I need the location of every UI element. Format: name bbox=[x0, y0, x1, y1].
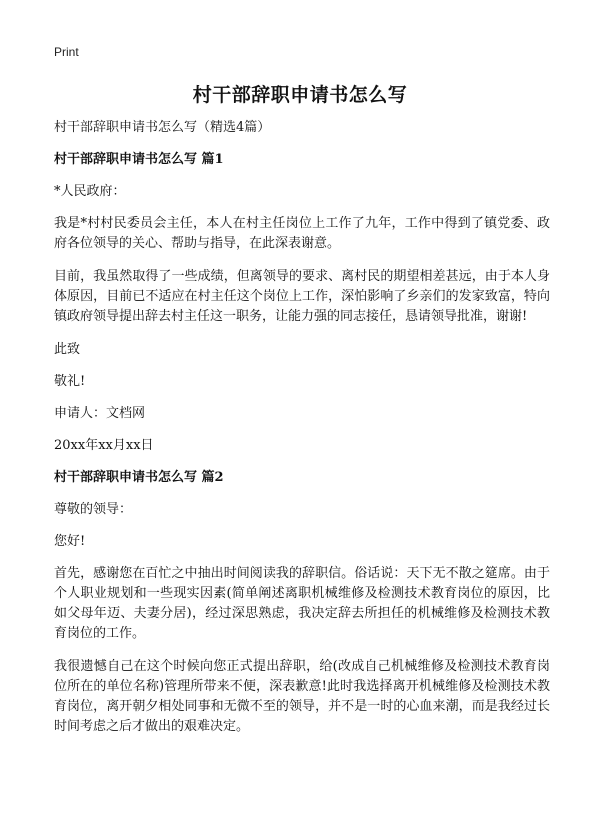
section-2-paragraph-2: 我很遗憾自己在这个时候向您正式提出辞职，给(改成自己机械维修及检测技术教育岗位所在的单位名称)管理所带来不便，深表歉意!此时我选择离开机械维修及检测技术教育岗位，离开朝夕相处同事和无微不至的领导，并不是一时的心血来潮，而是我经过长时间考虑之后才做出的艰难决定。 bbox=[54, 659, 550, 734]
section-1-paragraph-2: 目前，我虽然取得了一些成绩，但离领导的要求、离村民的期望相差甚远，由于本人身体原因，目前已不适应在村主任这个岗位上工作，深怕影响了乡亲们的发家致富，特向镇政府领导提出辞去村主任这一职务，让能力强的同志接任，恳请领导批准，谢谢! bbox=[54, 269, 550, 324]
section-heading-1: 村干部辞职申请书怎么写 篇1 bbox=[54, 152, 224, 167]
section-1-paragraph-1: 我是*村村民委员会主任，本人在村主任岗位上工作了九年，工作中得到了镇党委、政府各位领导的关心、帮助与指导，在此深表谢意。 bbox=[54, 216, 550, 251]
document-subtitle: 村干部辞职申请书怎么写（精选4篇） bbox=[54, 120, 271, 135]
section-1-date: 20xx年xx月xx日 bbox=[54, 438, 154, 453]
section-heading-2: 村干部辞职申请书怎么写 篇2 bbox=[54, 470, 224, 485]
section-2-salutation: 您好! bbox=[54, 534, 86, 549]
print-link[interactable]: Print bbox=[54, 45, 79, 59]
section-1-applicant: 申请人：文档网 bbox=[54, 406, 146, 421]
section-2-paragraph-1: 首先，感谢您在百忙之中抽出时间阅读我的辞职信。俗话说：天下无不散之筵席。由于个人职业规划和一些现实因素(简单阐述离职机械维修及检测技术教育岗位的原因，比如父母年迈、夫妻分居)，经过深思熟虑，我决定辞去所担任的机械维修及检测技术教育岗位的工作。 bbox=[54, 566, 550, 641]
document-body bbox=[54, 118, 550, 750]
section-1-closing-1: 此致 bbox=[54, 342, 81, 357]
section-1-greeting: *人民政府： bbox=[54, 184, 126, 199]
section-1-closing-2: 敬礼! bbox=[54, 374, 86, 389]
section-2-greeting: 尊敬的领导： bbox=[54, 502, 133, 517]
page-title: 村干部辞职申请书怎么写 bbox=[192, 84, 408, 106]
